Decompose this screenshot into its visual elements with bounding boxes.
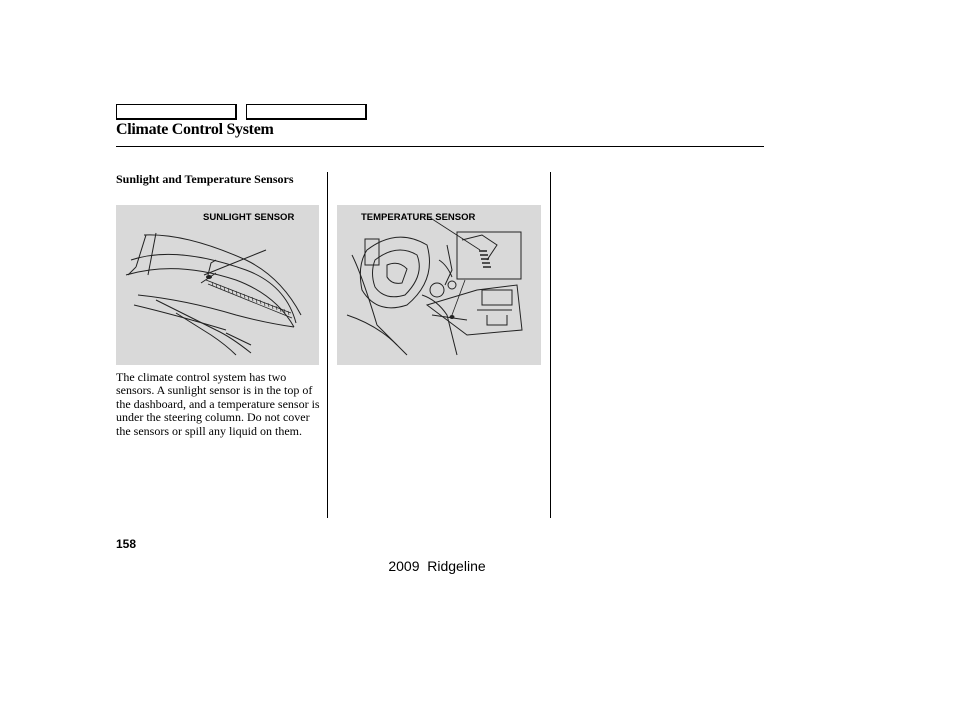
footer-model-name: 2009 Ridgeline	[388, 558, 486, 574]
temperature-sensor-illustration	[337, 205, 541, 365]
page-title: Climate Control System	[116, 121, 274, 138]
section-heading: Sunlight and Temperature Sensors	[116, 172, 294, 186]
nav-index-button[interactable]	[246, 104, 367, 120]
windshield-dashboard-drawing	[116, 205, 319, 365]
column-divider-1	[327, 172, 328, 518]
column-divider-2	[550, 172, 551, 518]
steering-column-drawing	[337, 205, 541, 365]
temperature-sensor-label: TEMPERATURE SENSOR	[361, 212, 476, 223]
body-paragraph: The climate control system has two sensors. A sunlight sensor is in the top of the dashboard, and a temperature sensor is under the steering column. Do not cover the sensors or spill any liquid on them.	[116, 370, 320, 438]
sunlight-sensor-illustration	[116, 205, 319, 365]
sunlight-sensor-label: SUNLIGHT SENSOR	[203, 212, 295, 223]
title-divider	[116, 146, 764, 147]
nav-main-menu-button[interactable]	[116, 104, 237, 120]
page-number: 158	[116, 537, 137, 551]
